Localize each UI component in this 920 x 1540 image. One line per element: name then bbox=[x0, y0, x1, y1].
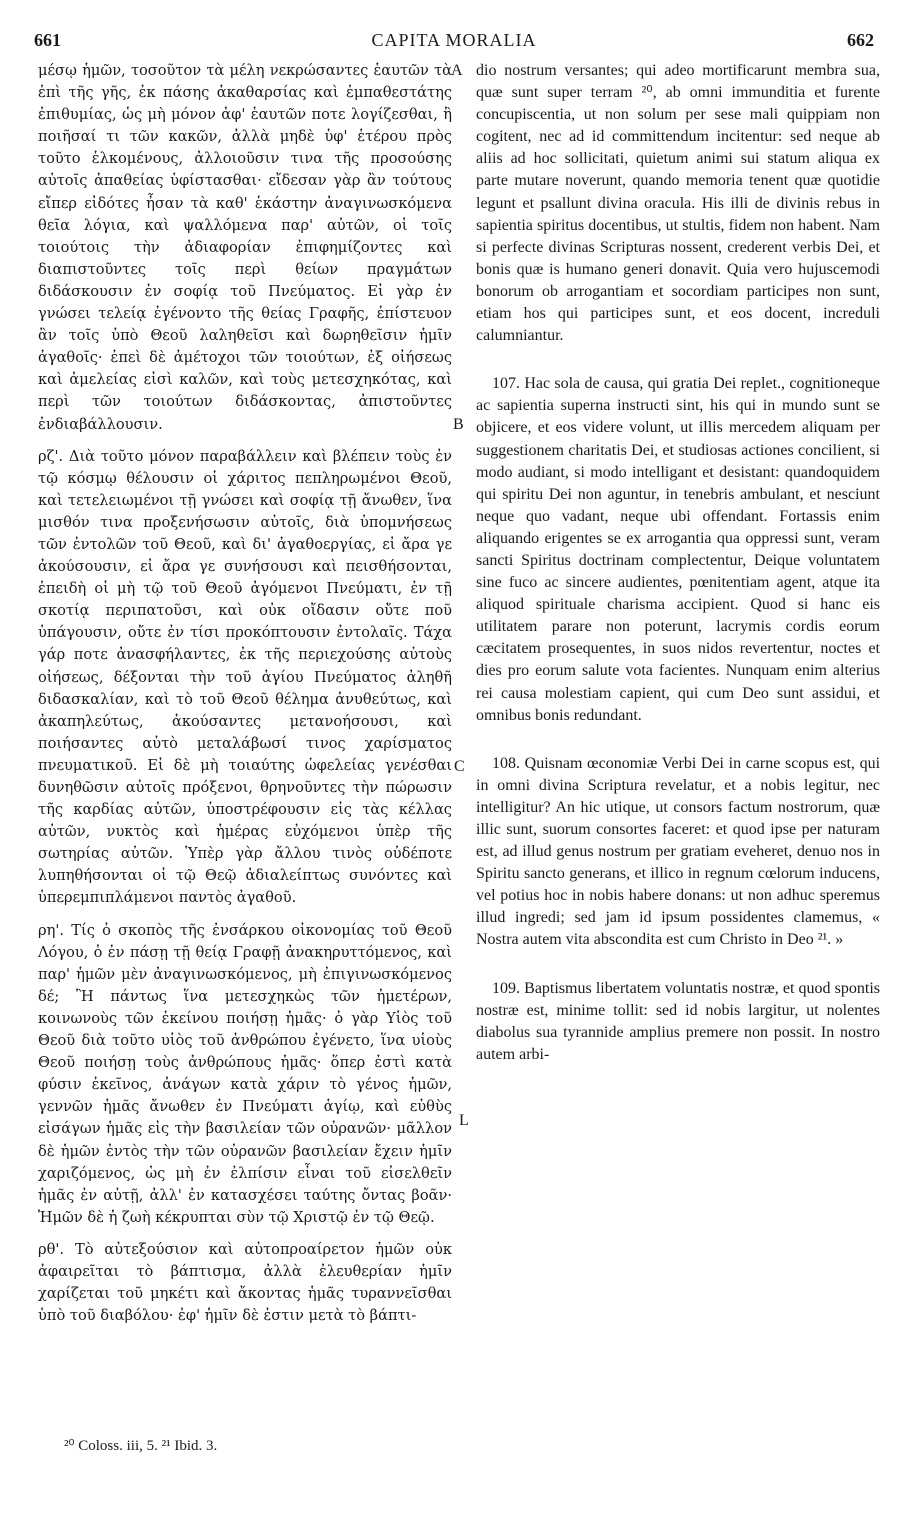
latin-chapter-109 bbox=[476, 978, 880, 1066]
greek-chapter-text: Τίς ὁ σκοπὸς τῆς ἐνσάρκου οἰκονομίας τοῦ Θεοῦ Λόγου, ὁ ἐν πάσῃ τῇ θείᾳ Γραφῇ ἀνακηρυττόμενος, καὶ παρ' ἡμῶν μὲν ἀναγινωσκόμενος, μὴ ἐπιγινωσκόμενος δέ; Ἢ πάντως ἵνα μετεσχηκὼς τῶν ἡμετέρων, κοινωνοὺς τῶν ἐκείνου ποιήσῃ ἡμᾶς· ὁ γὰρ Υἱὸς τοῦ Θεοῦ διὰ τοῦτο υἱὸς τοῦ ἀνθρώπου ἐγένετο, ἵνα υἱοὺς Θεοῦ ποιήσῃ τοὺς ἀνθρώπους ἡμᾶς· ὅπερ ἐστὶ κατὰ φύσιν ἐκεῖνος, ἀνάγων κατὰ χάριν τὸ γένος ἡμῶν, γεννῶν ἡμᾶς ἄνωθεν ἐν Πνεύματι ἁγίῳ, καὶ εὐθὺς εἰσάγων ἡμᾶς εἰς τὴν βασιλείαν τῶν οὐρανῶν· μᾶλλον δὲ ἡμῶν ἐντὸς τὴν τῶν οὐρανῶν βασιλείαν ἔχειν ἡμῖν χαριζόμενος, ὡς μὴ ἐν ἐλπίσιν εἶναι τοῦ εἰσελθεῖν ἡμᾶς ἐν αὐτῇ, ἀλλ' ἐν κατασχέσει ταύτης ὄντας βοᾶν· Ἡμῶν δὲ ἡ ζωὴ κέκρυπται σὺν τῷ Χριστῷ ἐν τῷ Θεῷ. bbox=[38, 921, 452, 1226]
page-number-left: 661 bbox=[34, 30, 61, 50]
footnotes: ²⁰ Coloss. iii, 5. ²¹ Ibid. 3. bbox=[64, 1438, 218, 1454]
latin-chapter-number: 108. bbox=[492, 754, 520, 772]
running-title: CAPITA MORALIA bbox=[371, 30, 537, 50]
margin-marker-a: A bbox=[451, 62, 463, 79]
greek-chapter-number: ρζ'. bbox=[38, 447, 64, 465]
page-header bbox=[34, 30, 874, 54]
latin-chapter-number: 109. bbox=[492, 979, 520, 997]
greek-chapter-108 bbox=[38, 920, 452, 1229]
margin-marker-c: C bbox=[454, 758, 465, 775]
latin-chapter-108 bbox=[476, 753, 880, 952]
latin-chapter-text: Hac sola de causa, qui gratia Dei replet., cognitioneque ac sapientia superna instructi sint, his qui in mundo sunt se objicere, et eos videre volunt, ut illis mercedem aliquam per suggestionem charitatis Dei, et studiosas actiones concilient, si modo audiant, si modo intelligant et desistant: quandoquidem qui spiritu Dei non aguntur, in tenebris ambulant, et nesciunt neque quo vadant, neque ubi offendant. Fortassis enim aliquando erigentes se ex arrogantia qua oppressi sunt, veram sancti Spiritus doctrinam complectentur, Deique voluntatem sine fuco ac sincere audientes, pœnitentiam agent, atque ita aliquod spirituale charisma accipient. Quod si hanc eis utilitatem parare non poterunt, lacrymis cordis eorum cæcitatem prosequentes, in suos nidos revertentur, noctes et dies pro eorum salute vota facientes. Nunquam enim alterius rei causa molestiam capient, qui cum Deo sunt assidui, et omnibus bonis redundant. bbox=[476, 375, 880, 724]
margin-marker-b: B bbox=[453, 416, 464, 433]
greek-chapter-107 bbox=[38, 446, 452, 910]
greek-chapter-text: Τὸ αὐτεξούσιον καὶ αὐτοπροαίρετον ἡμῶν οὐκ ἀφαιρεῖται τὸ βάπτισμα, ἀλλὰ ἐλευθερίαν ἡμῖν χαρίζεται τοῦ μηκέτι καὶ ἄκοντας ἡμᾶς τυραννεῖσθαι ὑπὸ τοῦ διαβόλου· ἐφ' ἡμῖν δὲ ἐστιν μετὰ τὸ βάπτι- bbox=[38, 1240, 452, 1325]
greek-chapter-number: ρθ'. bbox=[38, 1240, 65, 1258]
greek-paragraph-continued: μέσῳ ἡμῶν, τοσοῦτον τὰ μέλη νεκρώσαντες ἑαυτῶν τὰ ἐπὶ τῆς γῆς, ἐκ πάσης ἀκαθαρσίας καὶ ἐμπαθεστάτης ἐπιθυμίας, ὡς μὴ μόνον ἀφ' ἑαυτῶν ποτε λογίζεσθαι, ἢ ποιῆσαί τι τῶν κακῶν, ἀλλὰ μηδὲ ὑφ' ἑτέρου πρὸς τοῦτο ἑλκομένους, ἀλλοιοῦσιν τινα τῆς προσούσης αὐτοῖς ἀπαθείας ὑφίστασθαι· εἴδεσαν γὰρ ἂν τούτους εἴπερ εἰδότες ἦσαν τὰ καθ' ἑκάστην ἀναγινωσκόμενα θεῖα λόγια, καὶ ψαλλόμενα παρ' αὐτῶν, οἱ τοῖς τοιούτοις τὴν ἀδιαφορίαν ἐπιφημίζοντες καὶ διαπιστοῦντες τοῖς περὶ θείων πραγμάτων διδάσκουσιν ἐν σοφίᾳ τοῦ Πνεύματος. Εἰ γὰρ ἐν γνώσει τελείᾳ ἐγένοντο τῆς θείας Γραφῆς, ἐπίστευον ἂν τοῖς ὑπὸ Θεοῦ λαληθεῖσι καὶ δωρηθεῖσιν ἡμῖν ἀγαθοῖς· ἐπεὶ δὲ ἀμέτοχοι τῶν τοιούτων, ἐξ οἰήσεως καὶ ἀμελείας εἰσὶ καλῶν, καὶ τοὺς μετεσχηκότας, καὶ περὶ τῶν τοιούτων διδάσκοντας, ἀπιστοῦντες ἐνδιαβάλλουσιν. bbox=[38, 62, 452, 433]
greek-chapter-number: ρη'. bbox=[38, 921, 64, 939]
latin-chapter-text: Baptismus libertatem voluntatis nostræ, et quod spontis nostræ est, minime tollit: sed id nobis largitur, ut nolentes diabolus sua tyrannide amplius premere non possit. In nostro autem arbi- bbox=[476, 979, 881, 1063]
greek-chapter-109 bbox=[38, 1239, 452, 1327]
margin-marker-l: L bbox=[459, 1112, 469, 1129]
greek-column bbox=[38, 60, 452, 1327]
latin-column bbox=[476, 60, 880, 1066]
latin-chapter-107 bbox=[476, 373, 880, 727]
latin-chapter-text: Quisnam œconomiæ Verbi Dei in carne scopus est, qui in omni divina Scriptura revelatur, et a nobis legitur, nec intelligitur? An hic utique, ut consors factum nostrorum, quæ illic sunt, suorum consortes faceret: et quod ipse per naturam est, ad illud genus nostrum per gratiam eveheret, denuo nos in Spiritu sancto generans, et illico in regnum cœlorum inducens, vel potius hoc in nobis habere donans: ut non adhuc speremus illud ingredi; sed jam id ipsum possidentes clamemus, « Nostra autem vita abscondita est cum Christo in Deo ²¹. » bbox=[476, 754, 881, 949]
greek-chapter-text: Διὰ τοῦτο μόνον παραβάλλειν καὶ βλέπειν τοὺς ἐν τῷ κόσμῳ θέλουσιν οἱ χάριτος πεπληρωμένοι Θεοῦ, καὶ τετελειωμένοι τῇ γνώσει καὶ σοφίᾳ τῇ ἄνωθεν, ἵνα μισθόν τινα προξενήσωσιν αὐτοῖς, διὰ ὑπομνήσεως τῶν ἐντολῶν τοῦ Θεοῦ, καὶ δι' ἀγαθοεργίας, εἰ ἄρα γε ἀκούσουσιν, εἰ ἄρα γε συνήσουσι καὶ πεισθήσονται, ἐπειδὴ οἱ μὴ τῷ τοῦ Θεοῦ ἀγόμενοι Πνεύματι, ἐν τῇ σκοτίᾳ περιπατοῦσι, καὶ οὐκ οἴδασιν οὔτε ποῦ ὑπάγουσιν, οὔτε ἐν τίσι προκόπτουσιν ἐντολαῖς. Τάχα γάρ ποτε ἀνασφήλαντες, ἐκ τῆς περιεχούσης αὐτοὺς οἰήσεως, δέξονται τὴν τοῦ ἁγίου Πνεύματος ἀληθῆ διδασκαλίαν, καὶ τὸ τοῦ Θεοῦ θέλημα ἀνυθεύτως, καὶ ἀκαπηλεύτως, ἀκούσαντες μετανοήσουσι, καὶ ποιήσαντες αὐτὸ μεταλάβωσί τινος χαρίσματος πνευματικοῦ. Εἰ δὲ μὴ τοιαύτης ὠφελείας γενέσθαι δυνηθῶσιν αὐτοῖς πρόξενοι, θρηνοῦντες τὴν πώρωσιν τῆς καρδίας αὐτῶν, ὑποστρέφουσιν εἰς τὰς κέλλας αὐτῶν, νυκτὸς καὶ ἡμέρας εὐχόμενοι ὑπὲρ τῆς σωτηρίας αὐτῶν. Ὑπὲρ γὰρ ἄλλου τινὸς οὐδέποτε λυπηθήσονται οἱ τῷ Θεῷ ἀδιαλείπτως συνόντες καὶ ὑπερεμπιπλάμενοι παντὸς ἀγαθοῦ. bbox=[38, 447, 452, 907]
latin-paragraph-continued: dio nostrum versantes; qui adeo mortificarunt membra sua, quæ sunt super terram ²⁰, ab omni immunditia et furente concupiscentia, ut non solum per sese mali quippiam non cogitent, nec ad id committendum incitentur: sed neque ab aliis ad hoc sollicitati, quietum animi sui statum aliqua ex parte mutare noverunt, quando memoria tenent quæ quotidie legunt et psallunt divina oracula. His illi de divinis rebus in sapientia spiritus docentibus, ut stultis, fidem non habent. Nam si perfecte divinas Scripturas nossent, crederent verbis Dei, et bonis quæ is humano generi donavit. Quia vero hujuscemodi bonorum ob arrogantiam et socordiam participes non sunt, etiam hos qui participes sunt, et eos docent, increduli calumniantur. bbox=[476, 62, 880, 345]
page-number-right: 662 bbox=[847, 30, 874, 50]
latin-chapter-number: 107. bbox=[492, 375, 520, 393]
